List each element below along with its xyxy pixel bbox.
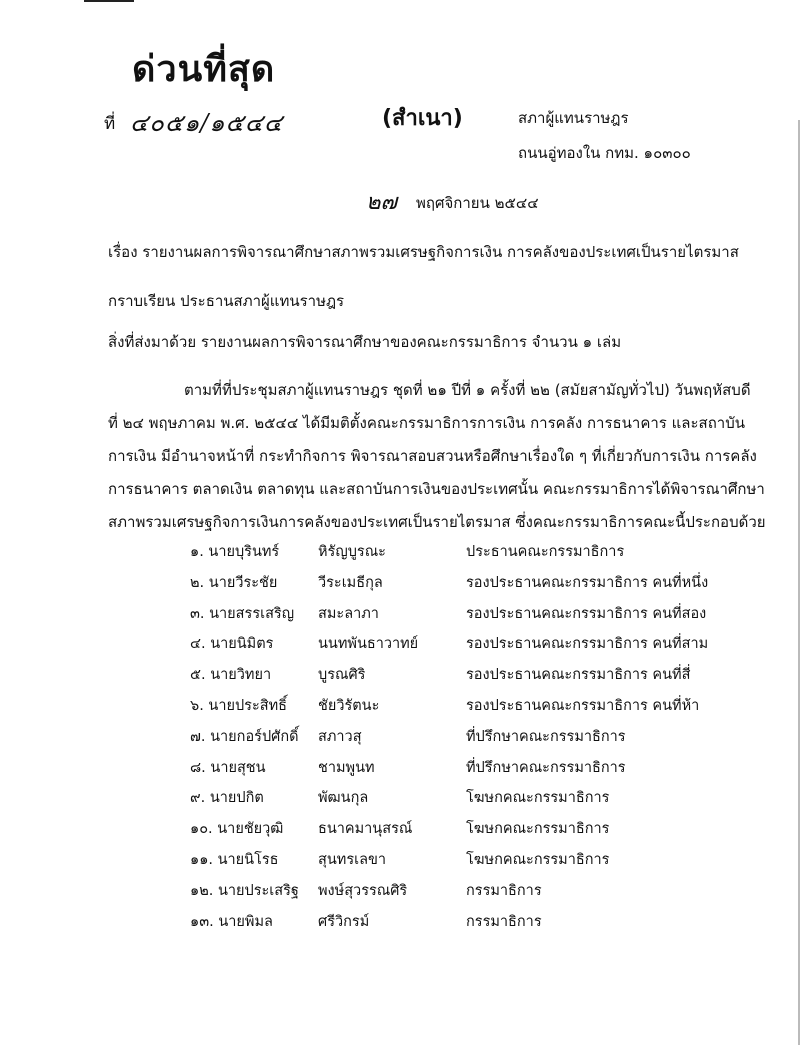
member-surname: พัฒนกุล xyxy=(318,790,369,807)
member-surname: วีระเมธีกุล xyxy=(318,574,383,591)
urgency-stamp: ด่วนที่สุด xyxy=(132,49,276,90)
member-role: โฆษกคณะกรรมาธิการ xyxy=(466,821,610,838)
member-surname: พงษ์สุวรรณศิริ xyxy=(318,882,408,899)
member-surname: นนทพันธาวาทย์ xyxy=(318,636,419,653)
member-row xyxy=(0,813,800,844)
member-role: รองประธานคณะกรรมาธิการ คนที่หนึ่ง xyxy=(466,574,709,591)
member-row xyxy=(0,844,800,875)
member-name: ๑๒. นายประเสริฐ xyxy=(190,882,299,899)
member-name: ๓. นายสรรเสริญ xyxy=(190,605,295,622)
member-name: ๒. นายวีระชัย xyxy=(190,574,278,591)
body-paragraph xyxy=(108,374,766,539)
date-month-year: พฤศจิกายน ๒๕๔๔ xyxy=(416,194,539,212)
member-row xyxy=(0,721,800,752)
member-row xyxy=(0,752,800,783)
member-name: ๗. นายกอร์ปศักดิ์ xyxy=(190,728,299,745)
member-surname: ธนาคมานุสรณ์ xyxy=(318,821,413,838)
member-role: รองประธานคณะกรรมาธิการ คนที่สี่ xyxy=(466,667,691,684)
member-row xyxy=(0,875,800,906)
member-role: ที่ปรึกษาคณะกรรมาธิการ xyxy=(466,728,626,745)
copy-label: (สำเนา) xyxy=(382,106,463,131)
body-line: การเงิน มีอำนาจหน้าที่ กระทำกิจการ พิจารณาสอบสวนหรือศึกษาเรื่องใด ๆ ที่เกี่ยวกับการเงิน การคลัง xyxy=(108,447,757,465)
scan-top-mark xyxy=(84,0,134,2)
member-role: โฆษกคณะกรรมาธิการ xyxy=(466,851,610,868)
member-role: กรรมาธิการ xyxy=(466,882,542,899)
member-name: ๑๐. นายชัยวุฒิ xyxy=(190,821,284,838)
member-surname: ชามพูนท xyxy=(318,759,375,776)
address-line-1: สภาผู้แทนราษฎร xyxy=(518,109,629,127)
body-line: ที่ ๒๔ พฤษภาคม พ.ศ. ๒๕๔๔ ได้มีมติตั้งคณะกรรมาธิการการเงิน การคลัง การธนาคาร และสถาบัน xyxy=(108,414,745,432)
member-name: ๔. นายนิมิตร xyxy=(190,636,274,653)
member-name: ๖. นายประสิทธิ์ xyxy=(190,697,288,714)
member-row xyxy=(0,906,800,937)
member-row xyxy=(0,598,800,629)
address-line-2: ถนนอู่ทองใน กทม. ๑๐๓๐๐ xyxy=(518,144,691,162)
member-role: รองประธานคณะกรรมาธิการ คนที่สาม xyxy=(466,636,709,653)
greeting-line: กราบเรียน ประธานสภาผู้แทนราษฎร xyxy=(108,292,345,310)
member-surname: หิรัญบูรณะ xyxy=(318,544,386,560)
member-surname: ศรีวิกรม์ xyxy=(318,913,370,930)
committee-member-list xyxy=(0,536,800,936)
member-name: ๘. นายสุชน xyxy=(190,759,266,776)
subject-line: เรื่อง รายงานผลการพิจารณาศึกษาสภาพรวมเศรษฐกิจการเงิน การคลังของประเทศเป็นรายไตรมาส xyxy=(108,243,739,261)
member-surname: บูรณศิริ xyxy=(318,667,366,684)
member-row xyxy=(0,567,800,598)
date-day: ๒๗ xyxy=(366,190,398,215)
member-row xyxy=(0,536,800,567)
enclosure-line: สิ่งที่ส่งมาด้วย รายงานผลการพิจารณาศึกษาของคณะกรรมาธิการ จำนวน ๑ เล่ม xyxy=(108,333,622,351)
member-role: โฆษกคณะกรรมาธิการ xyxy=(466,790,610,807)
member-surname: สมะลาภา xyxy=(318,605,379,622)
member-role: รองประธานคณะกรรมาธิการ คนที่สอง xyxy=(466,605,707,622)
member-role: ประธานคณะกรรมาธิการ xyxy=(466,544,625,560)
member-surname: สุนทรเลขา xyxy=(318,851,387,868)
member-surname: ชัยวิรัตนะ xyxy=(318,697,380,714)
member-role: กรรมาธิการ xyxy=(466,913,542,930)
member-name: ๑๓. นายพิมล xyxy=(190,913,273,930)
body-line: การธนาคาร ตลาดเงิน ตลาดทุน และสถาบันการเงินของประเทศนั้น คณะกรรมาธิการได้พิจารณาศึกษา xyxy=(108,480,765,498)
member-name: ๕. นายวิทยา xyxy=(190,667,272,684)
member-row xyxy=(0,690,800,721)
member-role: ที่ปรึกษาคณะกรรมาธิการ xyxy=(466,759,626,776)
member-name: ๑๑. นายนิโรธ xyxy=(190,851,279,868)
body-line: สภาพรวมเศรษฐกิจการเงินการคลังของประเทศเป็นรายไตรมาส ซึ่งคณะกรรมาธิการคณะนี้ประกอบด้วย xyxy=(108,513,766,531)
ref-number: ๔๐๕๑/๑๕๔๔ xyxy=(130,109,284,137)
member-role: รองประธานคณะกรรมาธิการ คนที่ห้า xyxy=(466,697,700,714)
member-name: ๑. นายบุรินทร์ xyxy=(190,544,280,560)
member-row xyxy=(0,628,800,659)
ref-label: ที่ xyxy=(104,114,116,134)
member-surname: สภาวสุ xyxy=(318,728,362,745)
member-row xyxy=(0,659,800,690)
member-row xyxy=(0,782,800,813)
member-name: ๙. นายปกิต xyxy=(190,790,264,807)
body-line: ตามที่ที่ประชุมสภาผู้แทนราษฎร ชุดที่ ๒๑ ปีที่ ๑ ครั้งที่ ๒๒ (สมัยสามัญทั่วไป) วันพฤหัสบดี xyxy=(184,381,751,399)
